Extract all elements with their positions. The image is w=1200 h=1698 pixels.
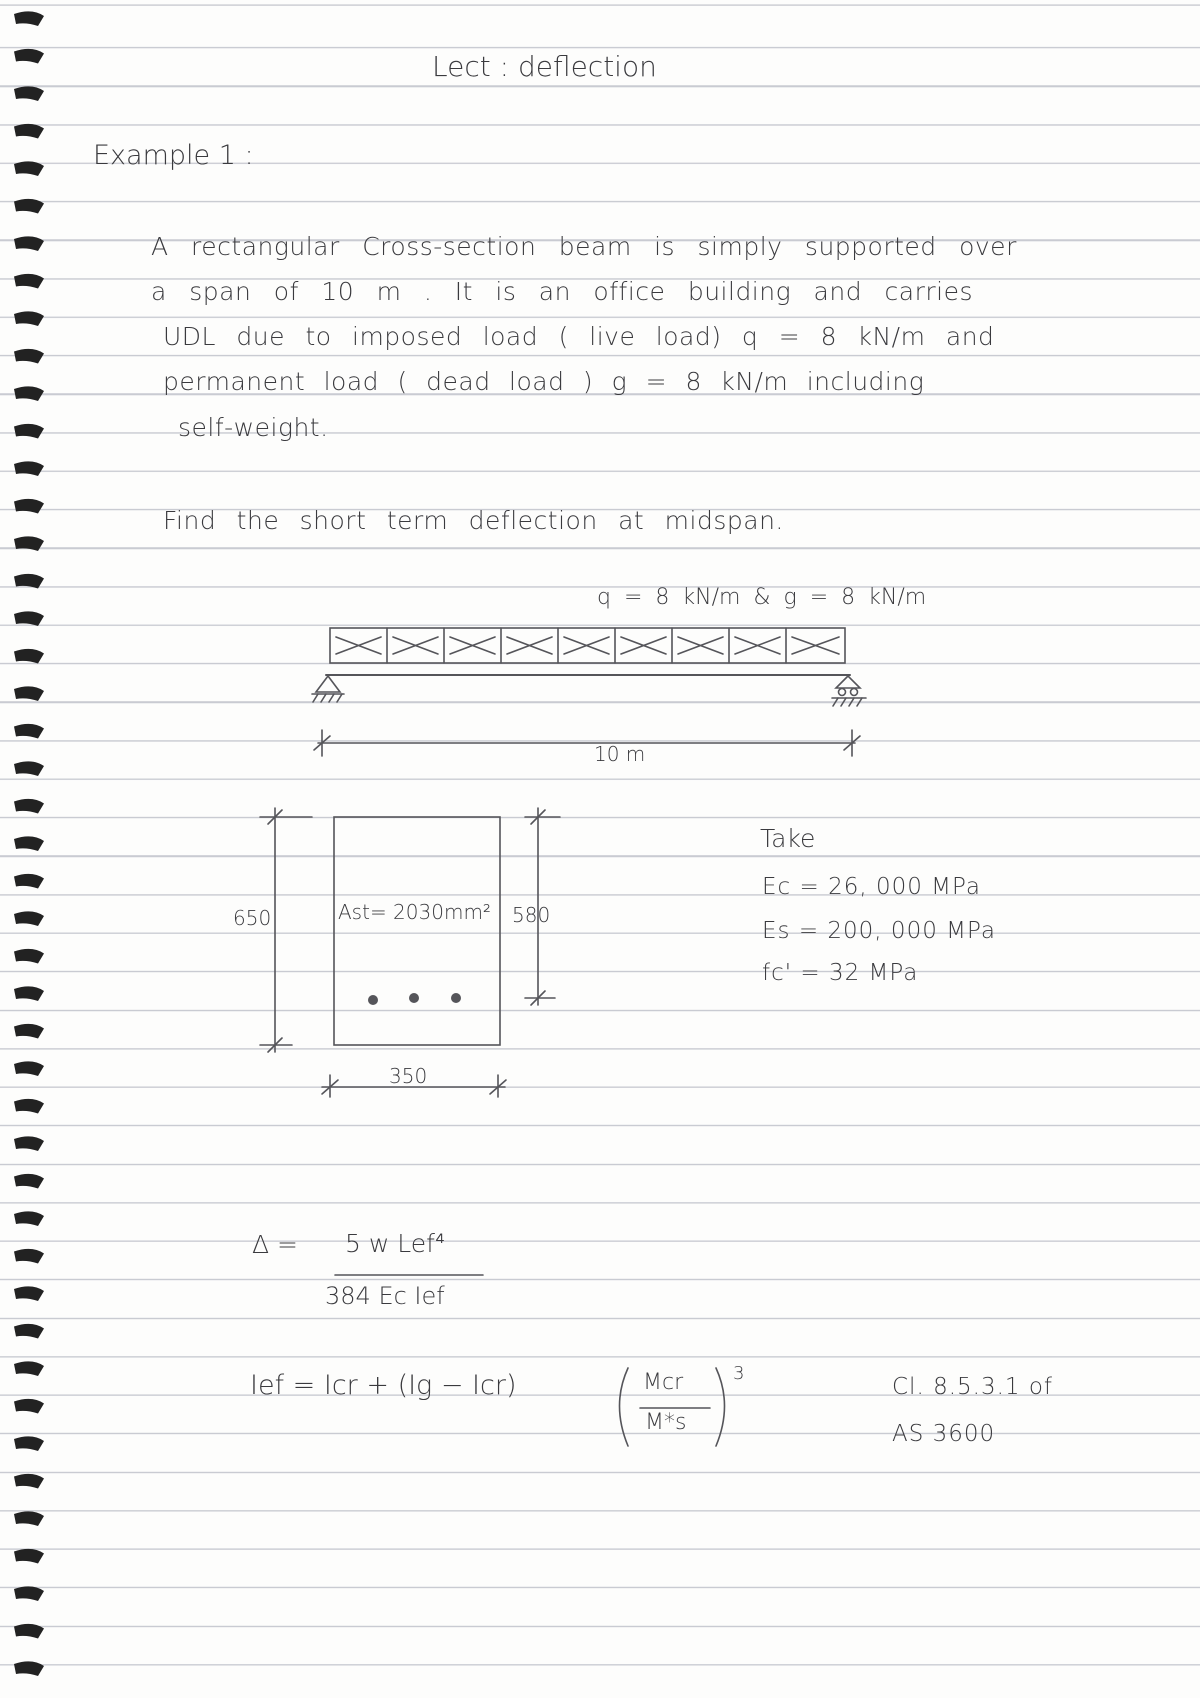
problem-line-5: self-weight. (178, 413, 329, 442)
depth-label: 650 (233, 906, 272, 930)
ief-formula: Ief = Icr + (Ig − Icr) (250, 1370, 517, 1401)
width-label: 350 (389, 1064, 428, 1088)
ratio-exponent: 3 (733, 1363, 745, 1384)
effective-depth-label: 580 (512, 903, 551, 927)
pin-support (312, 676, 344, 702)
ratio-numerator: Mcr (643, 1370, 684, 1395)
page-title: Lect : deflection (432, 50, 657, 83)
left-bracket (620, 1368, 629, 1446)
deflection-lhs: Δ = (252, 1230, 298, 1259)
udl-load-block (330, 628, 845, 663)
take-heading: Take (760, 824, 816, 853)
code-clause: Cl. 8.5.3.1 of (892, 1374, 1054, 1400)
problem-line-3: UDL due to imposed load ( live load) q = 8 kN/m and (163, 322, 995, 351)
task-statement: Find the short term deflection at midspan. (163, 506, 784, 535)
reinforcement-bars (368, 993, 461, 1005)
span-label: 10 m (594, 742, 646, 766)
deflection-denominator: 384 Ec Ief (325, 1282, 445, 1310)
steel-area-label: Ast= 2030mm² (338, 900, 491, 924)
depth-dimension-line (260, 808, 312, 1052)
ratio-denominator: M*s (645, 1410, 687, 1435)
es-value: Es = 200, 000 MPa (762, 918, 996, 944)
problem-line-4: permanent load ( dead load ) g = 8 kN/m including (163, 367, 925, 396)
problem-line-1: A rectangular Cross-section beam is simply supported over (151, 232, 1017, 261)
code-standard: AS 3600 (892, 1421, 996, 1447)
span-dimension-line (314, 730, 860, 756)
beam-cross-section (334, 817, 500, 1045)
ec-value: Ec = 26, 000 MPa (762, 874, 981, 900)
fc-value: fc' = 32 MPa (762, 960, 919, 986)
right-bracket (716, 1368, 725, 1446)
deflection-numerator: 5 w Lef⁴ (345, 1229, 445, 1258)
load-label: q = 8 kN/m & g = 8 kN/m (597, 585, 927, 610)
example-heading: Example 1 : (93, 140, 254, 171)
problem-line-2: a span of 10 m . It is an office building and carries (151, 277, 974, 306)
roller-support (832, 676, 866, 706)
